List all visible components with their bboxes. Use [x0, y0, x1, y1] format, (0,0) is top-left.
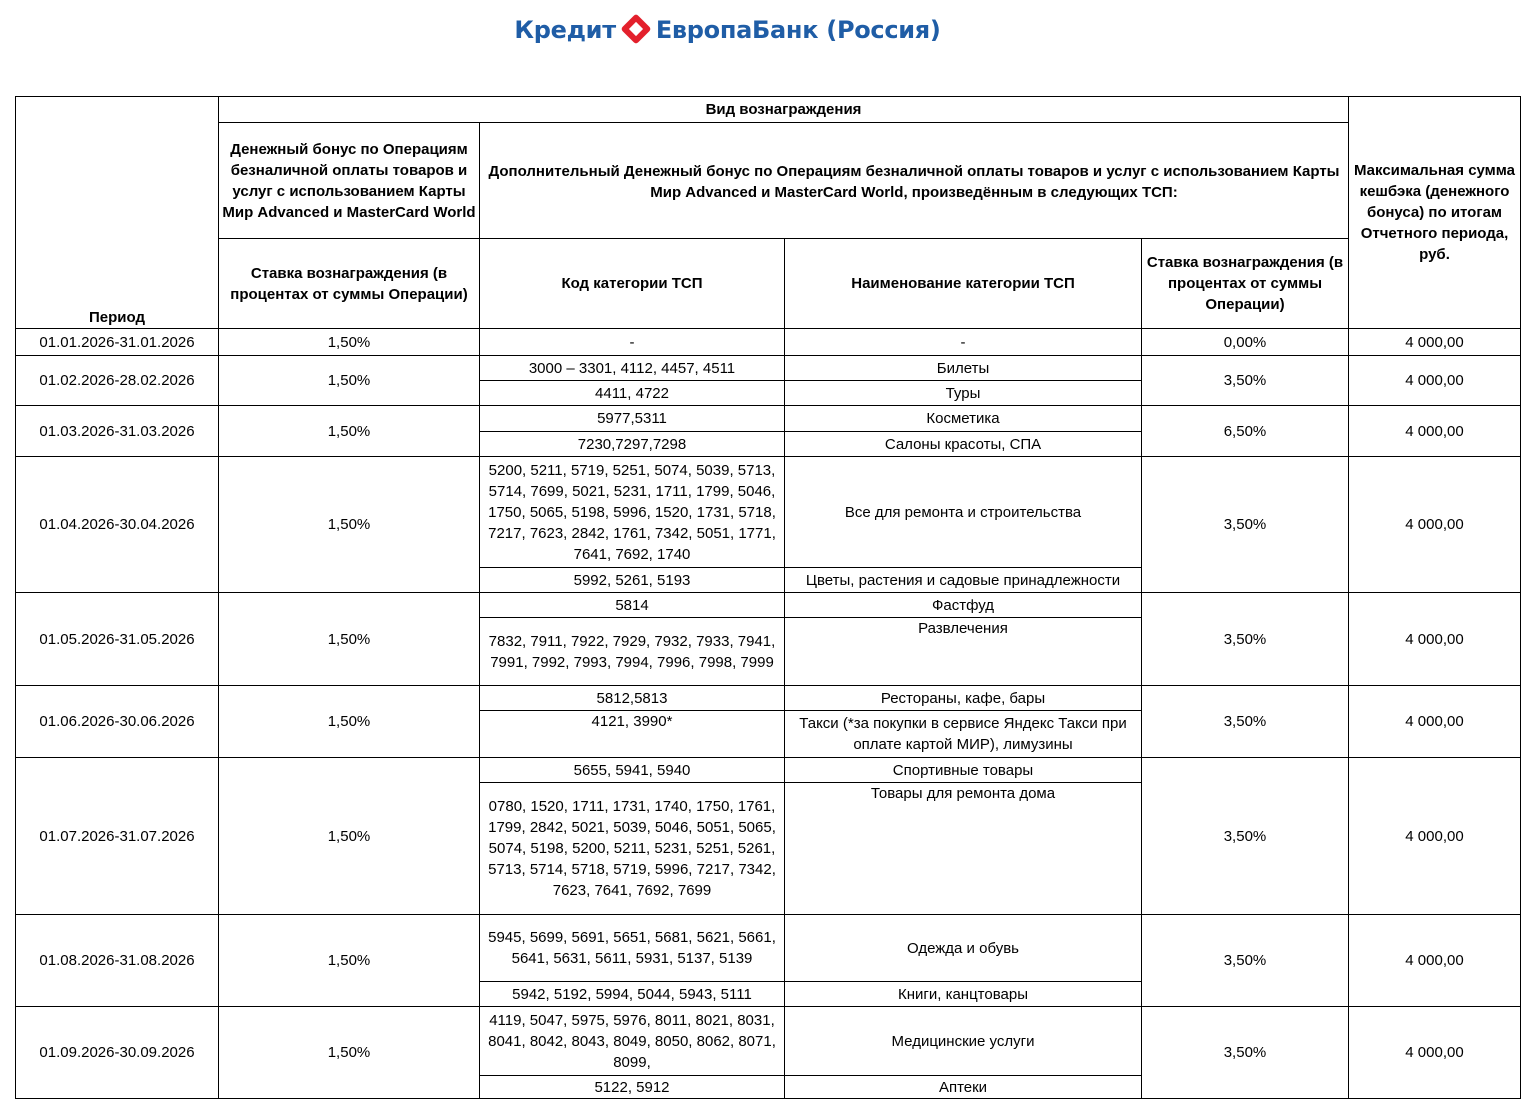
header-mcc-code: Код категории ТСП — [480, 239, 785, 329]
mcc-codes-cell: 5814 — [480, 593, 785, 618]
max-sum-cell: 4 000,00 — [1349, 356, 1521, 406]
table-row — [16, 457, 1521, 568]
mcc-name-cell: Одежда и обувь — [785, 915, 1142, 982]
mcc-codes-cell: 4411, 4722 — [480, 381, 785, 406]
logo-text-bank: Банк — [752, 16, 819, 44]
mcc-codes-cell: 5122, 5912 — [480, 1076, 785, 1099]
header-base-bonus: Денежный бонус по Операциям безналичной оплаты товаров и услуг с использованием Карты Мир Advanced и MasterCard World — [219, 123, 480, 239]
mcc-codes-cell: 4119, 5047, 5975, 5976, 8011, 8021, 8031, 8041, 8042, 8043, 8049, 8050, 8062, 8071, 8099, — [480, 1007, 785, 1076]
table-row — [16, 356, 1521, 381]
bank-logo — [0, 16, 1455, 44]
mcc-name-cell: Все для ремонта и строительства — [785, 457, 1142, 568]
mcc-codes-cell: 7832, 7911, 7922, 7929, 7932, 7933, 7941, 7991, 7992, 7993, 7994, 7996, 7998, 7999 — [480, 618, 785, 686]
period-cell: 01.07.2026-31.07.2026 — [16, 758, 219, 915]
extra-rate-cell: 3,50% — [1142, 356, 1349, 406]
header-extra-bonus: Дополнительный Денежный бонус по Операциям безналичной оплаты товаров и услуг с использованием Карты Мир Advanced и MasterCard World, произведённым в следующих ТСП: — [480, 123, 1349, 239]
header-base-rate: Ставка вознаграждения (в процентах от суммы Операции) — [219, 239, 480, 329]
mcc-codes-cell: 5655, 5941, 5940 — [480, 758, 785, 783]
period-cell: 01.08.2026-31.08.2026 — [16, 915, 219, 1007]
mcc-name-cell: Спортивные товары — [785, 758, 1142, 783]
table-row — [16, 758, 1521, 783]
max-sum-cell: 4 000,00 — [1349, 915, 1521, 1007]
period-cell: 01.02.2026-28.02.2026 — [16, 356, 219, 406]
mcc-codes-cell: - — [480, 329, 785, 356]
header-reward-type: Вид вознаграждения — [219, 97, 1349, 123]
base-rate-cell: 1,50% — [219, 1007, 480, 1099]
mcc-codes-cell: 4121, 3990* — [480, 711, 785, 758]
base-rate-cell: 1,50% — [219, 406, 480, 457]
mcc-name-cell: Туры — [785, 381, 1142, 406]
header-max-sum: Максимальная сумма кешбэка (денежного бонуса) по итогам Отчетного периода, руб. — [1349, 97, 1521, 329]
extra-rate-cell: 3,50% — [1142, 457, 1349, 593]
extra-rate-cell: 0,00% — [1142, 329, 1349, 356]
base-rate-cell: 1,50% — [219, 356, 480, 406]
extra-rate-cell: 3,50% — [1142, 686, 1349, 758]
base-rate-cell: 1,50% — [219, 457, 480, 593]
mcc-name-cell: Книги, канцтовары — [785, 982, 1142, 1007]
header-period: Период — [16, 97, 219, 329]
mcc-codes-cell: 3000 – 3301, 4112, 4457, 4511 — [480, 356, 785, 381]
table-row — [16, 1007, 1521, 1076]
mcc-codes-cell: 5945, 5699, 5691, 5651, 5681, 5621, 5661, 5641, 5631, 5611, 5931, 5137, 5139 — [480, 915, 785, 982]
mcc-name-cell: Такси (*за покупки в сервисе Яндекс Такси при оплате картой МИР), лимузины — [785, 711, 1142, 758]
period-cell: 01.01.2026-31.01.2026 — [16, 329, 219, 356]
base-rate-cell: 1,50% — [219, 329, 480, 356]
logo-text-europe: Европа — [655, 16, 753, 44]
mcc-name-cell: Фастфуд — [785, 593, 1142, 618]
base-rate-cell: 1,50% — [219, 686, 480, 758]
table-row — [16, 329, 1521, 356]
period-cell: 01.03.2026-31.03.2026 — [16, 406, 219, 457]
period-cell: 01.05.2026-31.05.2026 — [16, 593, 219, 686]
extra-rate-cell: 3,50% — [1142, 758, 1349, 915]
mcc-codes-cell: 5942, 5192, 5994, 5044, 5943, 5111 — [480, 982, 785, 1007]
table-row — [16, 915, 1521, 982]
mcc-name-cell: Цветы, растения и садовые принадлежности — [785, 568, 1142, 593]
mcc-name-cell: Товары для ремонта дома — [785, 783, 1142, 915]
mcc-codes-cell: 7230,7297,7298 — [480, 432, 785, 457]
credit-europe-diamond-icon — [619, 16, 653, 42]
extra-rate-cell: 3,50% — [1142, 1007, 1349, 1099]
base-rate-cell: 1,50% — [219, 593, 480, 686]
logo-text-credit: Кредит — [514, 16, 616, 44]
mcc-name-cell: Рестораны, кафе, бары — [785, 686, 1142, 711]
mcc-name-cell: Салоны красоты, СПА — [785, 432, 1142, 457]
mcc-codes-cell: 5200, 5211, 5719, 5251, 5074, 5039, 5713, 5714, 7699, 5021, 5231, 1711, 1799, 5046, 1750, 5065, 5198, 5996, 1520, 1731, 5718, 7217, 7623, 2842, 1761, 7342, 5051, 1771, 7641, 7692, 1740 — [480, 457, 785, 568]
max-sum-cell: 4 000,00 — [1349, 457, 1521, 593]
max-sum-cell: 4 000,00 — [1349, 406, 1521, 457]
cashback-table — [15, 96, 1521, 1099]
extra-rate-cell: 3,50% — [1142, 593, 1349, 686]
mcc-name-cell: Косметика — [785, 406, 1142, 432]
mcc-name-cell: - — [785, 329, 1142, 356]
table-row — [16, 406, 1521, 432]
mcc-codes-cell: 5812,5813 — [480, 686, 785, 711]
mcc-name-cell: Развлечения — [785, 618, 1142, 686]
mcc-codes-cell: 5977,5311 — [480, 406, 785, 432]
period-cell: 01.06.2026-30.06.2026 — [16, 686, 219, 758]
mcc-name-cell: Аптеки — [785, 1076, 1142, 1099]
extra-rate-cell: 6,50% — [1142, 406, 1349, 457]
table-row — [16, 686, 1521, 711]
base-rate-cell: 1,50% — [219, 915, 480, 1007]
table-row — [16, 593, 1521, 618]
mcc-codes-cell: 0780, 1520, 1711, 1731, 1740, 1750, 1761, 1799, 2842, 5021, 5039, 5046, 5051, 5065, 5074, 5198, 5200, 5211, 5231, 5251, 5261, 5713, 5714, 5718, 5719, 5996, 7217, 7342, 7623, 7641, 7692, 7699 — [480, 783, 785, 915]
max-sum-cell: 4 000,00 — [1349, 329, 1521, 356]
max-sum-cell: 4 000,00 — [1349, 758, 1521, 915]
max-sum-cell: 4 000,00 — [1349, 593, 1521, 686]
extra-rate-cell: 3,50% — [1142, 915, 1349, 1007]
mcc-name-cell: Медицинские услуги — [785, 1007, 1142, 1076]
max-sum-cell: 4 000,00 — [1349, 1007, 1521, 1099]
header-mcc-name: Наименование категории ТСП — [785, 239, 1142, 329]
base-rate-cell: 1,50% — [219, 758, 480, 915]
period-cell: 01.04.2026-30.04.2026 — [16, 457, 219, 593]
mcc-name-cell: Билеты — [785, 356, 1142, 381]
mcc-codes-cell: 5992, 5261, 5193 — [480, 568, 785, 593]
max-sum-cell: 4 000,00 — [1349, 686, 1521, 758]
period-cell: 01.09.2026-30.09.2026 — [16, 1007, 219, 1099]
header-extra-rate: Ставка вознаграждения (в процентах от суммы Операции) — [1142, 239, 1349, 329]
logo-text-russia: (Россия) — [826, 16, 941, 44]
